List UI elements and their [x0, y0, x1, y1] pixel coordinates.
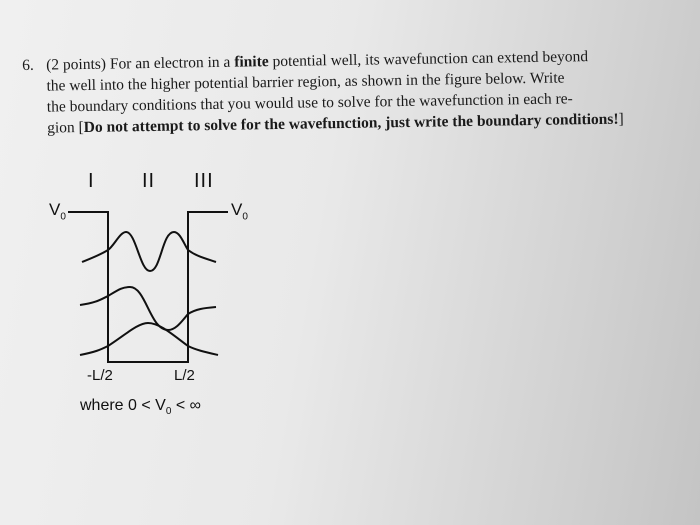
emphasis-finite: finite	[234, 53, 269, 71]
v0-label-right: $V_0$	[231, 200, 248, 223]
problem-points: (2 points)	[46, 55, 107, 74]
condition-text: where $0 < V_0$ < ∞	[80, 397, 202, 418]
left-edge-label: -L/2	[87, 367, 113, 384]
problem-line1-text: For an electron in a	[109, 53, 231, 73]
problem-line1-rest: potential well, its wavefunction can extend beyond	[272, 48, 589, 71]
region-label-III: III	[194, 170, 214, 192]
instruction-text: Do not attempt to solve for the wavefunction, just write the boundary conditions!	[83, 110, 619, 137]
bracket-open: gion [	[47, 119, 84, 137]
region-label-I: I	[88, 170, 95, 192]
wavefunction-ground	[80, 323, 218, 355]
problem-line-3: the boundary conditions that you would use to solve for the wavefunction in each re-	[46, 90, 573, 116]
v0-label-left: $V_0$	[49, 200, 66, 223]
region-label-II: II	[142, 170, 156, 192]
wavefunction-second-excited	[82, 232, 216, 271]
bracket-close: ]	[618, 110, 624, 128]
right-edge-label: L/2	[174, 367, 195, 384]
well-outline	[68, 212, 228, 362]
problem-number: 6.	[22, 56, 34, 74]
problem-line-2: the well into the higher potential barrier region, as shown in the figure below. Write	[46, 69, 565, 95]
